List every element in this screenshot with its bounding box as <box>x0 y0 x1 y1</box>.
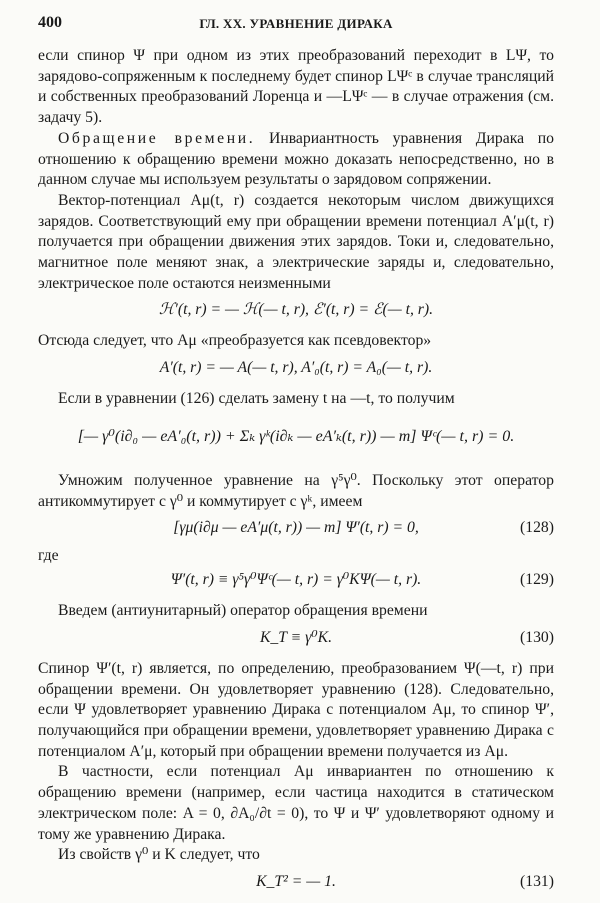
paragraph-vector-potential: Вектор-потенциал Aμ(t, r) создается некоторым числом движущихся зарядов. Соответствующий ему при обращении времени потенциал A′μ(t, r) получается при обращении движения этих зарядов. Токи и, следовательно, магнитное поле меняют знак, а электрические заряды и, следовательно, электрическое поле остаются неизменными <box>38 191 554 292</box>
paragraph-time-reversal-text: Инвариантность уравнения Дирака по отношению к обращению времени можно доказать непосредственно, но в данном случае мы используем результаты о зарядовом сопряжении. <box>38 129 555 189</box>
page-header <box>38 14 554 36</box>
equation-dirac-reversed <box>38 419 554 459</box>
equation-128-formula: [γμ(i∂μ — eA′μ(t, r)) — m] Ψ′(t, r) = 0, <box>173 519 419 537</box>
paragraph-multiply: Умножим полученное уравнение на γ⁵γ⁰. Поскольку этот оператор антикоммутирует с γ⁰ и коммутирует с γᵏ, имеем <box>38 471 554 510</box>
paragraph-time-reversal-intro <box>38 129 554 191</box>
equation-129-formula: Ψ′(t, r) ≡ γ⁵γ⁰Ψᶜ(— t, r) = γ⁰KΨ(— t, r). <box>170 571 422 589</box>
text-column <box>38 46 554 903</box>
paragraph-invariant-potential: В частности, если потенциал Aμ инвариантен по отношению к обращению времени (например, если частица находится в статическом электрическом поле: A = 0, ∂A₀/∂t = 0), то Ψ и Ψ′ удовлетворяют одному и тому же уравнению Дирака. <box>38 763 554 843</box>
equation-129-number: (129) <box>520 571 554 589</box>
equation-129 <box>38 570 554 596</box>
equation-128-number: (128) <box>520 519 554 537</box>
equation-131-formula: K_T² = — 1. <box>256 872 336 890</box>
paragraph-pseudovector: Отсюда следует, что Aμ «преобразуется как псевдовектор» <box>38 332 432 350</box>
paragraph-spinor-transform: Спинор Ψ′(t, r) является, по определению, преобразованием Ψ(—t, r) при обращении времени. Он удовлетворяет уравнению (128). Следовательно, если Ψ удовлетворяет уравнению Дирака с потенциалом Aμ, то спинор Ψ′, получающийся при обращении времени, удовлетворяет уравнению Дирака с потенциалом A′μ, который при обращении времени получается из Aμ. <box>38 659 554 760</box>
section-heading-time-reversal: Обращение времени. <box>58 129 256 147</box>
equation-fields-formula: ℋ′(t, r) = — ℋ(— t, r), ℰ′(t, r) = ℰ(— t, r). <box>158 301 434 319</box>
paragraph-charge-conjugation-end: если спинор Ψ при одном из этих преобразований переходит в LΨ, то зарядово-сопряженным к последнему будет спинор LΨᶜ в случае трансляций и собственных преобразований Лоренца и —LΨᶜ — в случае отражения (см. задачу 5). <box>38 47 554 127</box>
equation-fields <box>38 300 554 326</box>
equation-131 <box>38 872 554 898</box>
equation-dirac-reversed-formula: [— γ⁰(i∂₀ — eA′₀(t, r)) + Σₖ γᵏ(i∂ₖ — eA′ₖ(t, r)) — m] Ψᶜ(— t, r) = 0. <box>77 427 515 445</box>
equation-130-number: (130) <box>520 628 554 646</box>
equation-131-number: (131) <box>520 872 554 890</box>
equation-potentials <box>38 358 554 384</box>
equation-130 <box>38 628 554 654</box>
paragraph-operator-intro: Введем (антиунитарный) оператор обращения времени <box>58 602 428 620</box>
equation-130-formula: K_T ≡ γ⁰K. <box>259 628 333 646</box>
equation-128 <box>38 518 554 544</box>
page-number: 400 <box>38 14 62 31</box>
paragraph-properties: Из свойств γ⁰ и K следует, что <box>58 846 260 864</box>
running-head: ГЛ. XX. УРАВНЕНИЕ ДИРАКА <box>199 16 393 31</box>
equation-potentials-formula: A′(t, r) = — A(— t, r), A′₀(t, r) = A₀(— t, r). <box>159 359 433 377</box>
where-label: где <box>38 547 59 565</box>
paragraph-substitution: Если в уравнении (126) сделать замену t на —t, то получим <box>58 390 455 408</box>
